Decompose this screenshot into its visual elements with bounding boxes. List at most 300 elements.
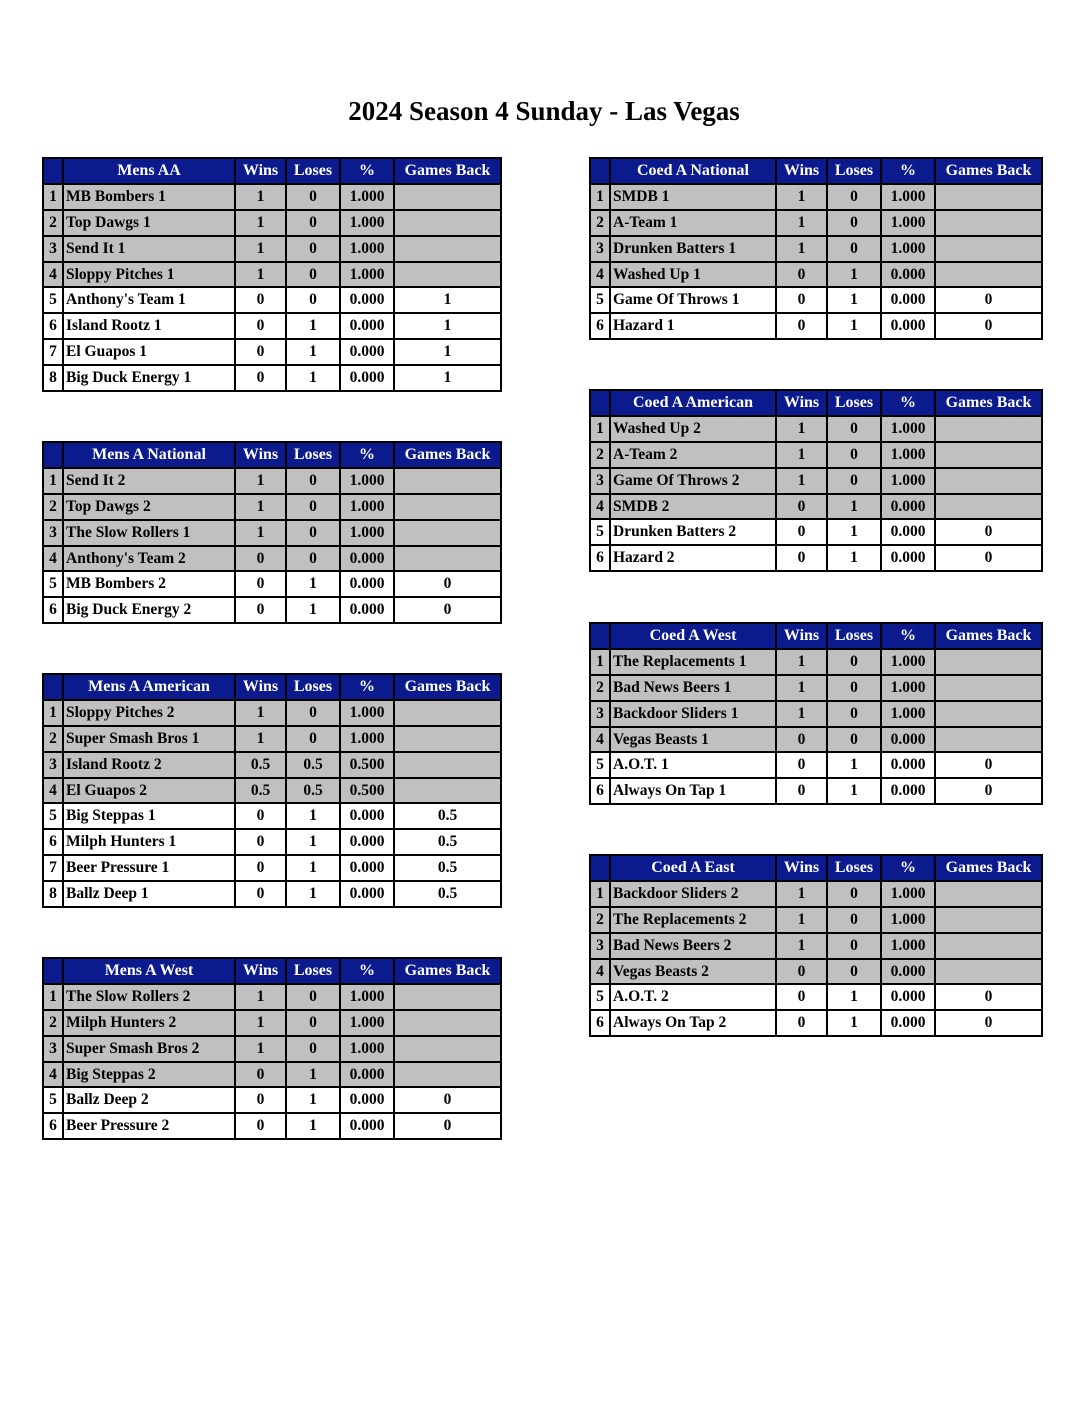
games-back-cell [935,236,1042,262]
pct-cell: 1.000 [340,468,394,494]
games-back-cell [394,184,501,210]
header-games-back: Games Back [394,674,501,700]
games-back-cell: 0 [935,545,1042,571]
header-games-back: Games Back [935,390,1042,416]
header-wins: Wins [776,158,827,184]
rank-cell: 4 [590,727,610,753]
header-wins: Wins [235,442,286,468]
standings-table-coed-a-national [589,157,1043,340]
pct-cell: 1.000 [340,700,394,726]
pct-cell: 1.000 [881,210,935,236]
rank-cell: 2 [43,726,63,752]
header-rank-cell [43,442,63,468]
table-row [43,184,501,210]
games-back-cell [935,881,1042,907]
wins-cell: 1 [235,984,286,1010]
standings-table-mens-aa [42,157,502,392]
rank-cell: 7 [43,339,63,365]
loses-cell: 0.5 [286,752,340,778]
loses-cell: 1 [827,262,881,288]
pct-cell: 0.000 [881,959,935,985]
header-wins: Wins [776,855,827,881]
table-header-row [590,158,1042,184]
table-row [590,442,1042,468]
wins-cell: 0 [235,1062,286,1088]
games-back-cell [394,494,501,520]
pct-cell: 0.000 [881,752,935,778]
games-back-cell: 1 [394,365,501,391]
header-games-back: Games Back [935,855,1042,881]
rank-cell: 2 [590,675,610,701]
games-back-cell [394,700,501,726]
rank-cell: 6 [590,545,610,571]
pct-cell: 1.000 [881,933,935,959]
loses-cell: 0.5 [286,778,340,804]
team-name-cell: Hazard 1 [610,313,776,339]
loses-cell: 1 [286,829,340,855]
header-loses: Loses [827,158,881,184]
loses-cell: 0 [827,236,881,262]
header-loses: Loses [286,674,340,700]
games-back-cell: 0 [935,1010,1042,1036]
team-name-cell: Hazard 2 [610,545,776,571]
rank-cell: 1 [43,700,63,726]
rank-cell: 5 [590,752,610,778]
table-header-row [43,442,501,468]
team-name-cell: Anthony's Team 2 [63,546,235,572]
games-back-cell [935,468,1042,494]
wins-cell: 0 [776,313,827,339]
header-loses: Loses [286,158,340,184]
team-name-cell: The Slow Rollers 1 [63,520,235,546]
division-name: Mens A American [63,674,235,700]
table-row [590,313,1042,339]
games-back-cell: 0.5 [394,855,501,881]
games-back-cell [394,546,501,572]
games-back-cell: 0 [935,984,1042,1010]
header-pct: % [340,158,394,184]
games-back-cell [394,984,501,1010]
header-wins: Wins [235,158,286,184]
pct-cell: 0.000 [340,546,394,572]
table-header-row [590,855,1042,881]
table-row [590,519,1042,545]
wins-cell: 1 [235,236,286,262]
table-row [590,236,1042,262]
games-back-cell [394,520,501,546]
table-row [43,1036,501,1062]
games-back-cell [935,701,1042,727]
loses-cell: 1 [286,339,340,365]
pct-cell: 0.000 [881,313,935,339]
table-row [43,829,501,855]
rank-cell: 1 [590,881,610,907]
table-row [590,984,1042,1010]
pct-cell: 1.000 [340,494,394,520]
rank-cell: 3 [43,236,63,262]
rank-cell: 2 [43,1010,63,1036]
loses-cell: 1 [827,545,881,571]
loses-cell: 0 [827,907,881,933]
games-back-cell [394,778,501,804]
table-row [43,1087,501,1113]
pct-cell: 0.000 [340,1087,394,1113]
loses-cell: 0 [827,675,881,701]
rank-cell: 2 [590,442,610,468]
header-rank-cell [590,855,610,881]
games-back-cell: 1 [394,339,501,365]
games-back-cell: 0.5 [394,803,501,829]
header-pct: % [881,623,935,649]
games-back-cell [935,649,1042,675]
table-header-row [43,158,501,184]
rank-cell: 4 [590,494,610,520]
loses-cell: 0 [286,494,340,520]
team-name-cell: The Slow Rollers 2 [63,984,235,1010]
team-name-cell: A.O.T. 1 [610,752,776,778]
wins-cell: 1 [776,649,827,675]
table-row [590,701,1042,727]
loses-cell: 1 [827,287,881,313]
team-name-cell: Backdoor Sliders 1 [610,701,776,727]
header-wins: Wins [776,623,827,649]
team-name-cell: Send It 1 [63,236,235,262]
pct-cell: 1.000 [340,1010,394,1036]
wins-cell: 0 [776,752,827,778]
games-back-cell: 0 [935,752,1042,778]
wins-cell: 0.5 [235,752,286,778]
loses-cell: 1 [827,519,881,545]
rank-cell: 6 [590,313,610,339]
loses-cell: 1 [827,1010,881,1036]
games-back-cell [394,726,501,752]
division-name: Coed A West [610,623,776,649]
team-name-cell: Anthony's Team 1 [63,287,235,313]
loses-cell: 1 [286,313,340,339]
rank-cell: 5 [43,1087,63,1113]
team-name-cell: Send It 2 [63,468,235,494]
table-row [43,984,501,1010]
rank-cell: 5 [590,287,610,313]
pct-cell: 0.500 [340,752,394,778]
rank-cell: 3 [43,1036,63,1062]
games-back-cell: 0 [394,597,501,623]
team-name-cell: A.O.T. 2 [610,984,776,1010]
rank-cell: 3 [590,933,610,959]
wins-cell: 1 [235,494,286,520]
pct-cell: 0.000 [340,339,394,365]
wins-cell: 1 [235,210,286,236]
standings-table-coed-a-east [589,854,1043,1037]
team-name-cell: Island Rootz 2 [63,752,235,778]
team-name-cell: Beer Pressure 2 [63,1113,235,1139]
team-name-cell: Super Smash Bros 1 [63,726,235,752]
rank-cell: 3 [43,752,63,778]
loses-cell: 0 [286,1010,340,1036]
rank-cell: 5 [43,803,63,829]
games-back-cell [394,1010,501,1036]
team-name-cell: Always On Tap 1 [610,778,776,804]
pct-cell: 1.000 [881,907,935,933]
header-loses: Loses [286,958,340,984]
wins-cell: 1 [776,468,827,494]
team-name-cell: Vegas Beasts 2 [610,959,776,985]
pct-cell: 0.000 [340,829,394,855]
pct-cell: 0.000 [881,727,935,753]
pct-cell: 1.000 [881,442,935,468]
header-pct: % [881,158,935,184]
pct-cell: 0.000 [340,313,394,339]
rank-cell: 4 [43,262,63,288]
games-back-cell: 0 [935,778,1042,804]
wins-cell: 0 [235,1087,286,1113]
pct-cell: 0.000 [881,545,935,571]
rank-cell: 4 [43,546,63,572]
table-row [590,287,1042,313]
pct-cell: 0.000 [340,597,394,623]
loses-cell: 1 [286,1087,340,1113]
table-row [590,959,1042,985]
team-name-cell: Beer Pressure 1 [63,855,235,881]
rank-cell: 6 [43,313,63,339]
pct-cell: 0.500 [340,778,394,804]
games-back-cell [935,210,1042,236]
games-back-cell [935,675,1042,701]
loses-cell: 1 [286,571,340,597]
rank-cell: 6 [590,1010,610,1036]
rank-cell: 2 [590,210,610,236]
division-name: Coed A East [610,855,776,881]
table-row [43,313,501,339]
table-row [43,803,501,829]
games-back-cell [935,262,1042,288]
loses-cell: 1 [827,778,881,804]
table-header-row [43,958,501,984]
games-back-cell: 0 [394,1113,501,1139]
loses-cell: 0 [827,184,881,210]
header-rank-cell [590,623,610,649]
pct-cell: 1.000 [340,1036,394,1062]
table-row [43,520,501,546]
pct-cell: 0.000 [881,494,935,520]
header-rank-cell [43,958,63,984]
loses-cell: 1 [286,1062,340,1088]
pct-cell: 1.000 [340,262,394,288]
team-name-cell: Ballz Deep 1 [63,881,235,907]
pct-cell: 0.000 [340,803,394,829]
wins-cell: 0 [235,597,286,623]
rank-cell: 3 [590,468,610,494]
team-name-cell: Washed Up 2 [610,416,776,442]
wins-cell: 1 [235,520,286,546]
wins-cell: 0 [776,519,827,545]
wins-cell: 0 [235,546,286,572]
rank-cell: 1 [590,649,610,675]
division-name: Coed A National [610,158,776,184]
loses-cell: 0 [286,287,340,313]
header-rank-cell [590,390,610,416]
games-back-cell: 0 [935,519,1042,545]
table-row [43,546,501,572]
wins-cell: 0 [235,829,286,855]
loses-cell: 0 [827,442,881,468]
rank-cell: 1 [43,468,63,494]
table-row [590,545,1042,571]
team-name-cell: SMDB 2 [610,494,776,520]
header-wins: Wins [235,674,286,700]
loses-cell: 0 [286,700,340,726]
table-row [43,597,501,623]
header-wins: Wins [776,390,827,416]
wins-cell: 0 [235,365,286,391]
header-loses: Loses [827,390,881,416]
table-header-row [590,623,1042,649]
header-games-back: Games Back [394,158,501,184]
games-back-cell [394,468,501,494]
games-back-cell: 0 [394,571,501,597]
wins-cell: 1 [235,262,286,288]
team-name-cell: Top Dawgs 1 [63,210,235,236]
header-pct: % [881,390,935,416]
games-back-cell [935,494,1042,520]
table-row [43,339,501,365]
wins-cell: 0.5 [235,778,286,804]
table-row [43,778,501,804]
pct-cell: 1.000 [340,210,394,236]
loses-cell: 0 [827,649,881,675]
pct-cell: 1.000 [881,184,935,210]
loses-cell: 1 [827,494,881,520]
games-back-cell [394,210,501,236]
loses-cell: 1 [827,984,881,1010]
header-pct: % [340,674,394,700]
wins-cell: 0 [235,881,286,907]
team-name-cell: Always On Tap 2 [610,1010,776,1036]
games-back-cell: 0 [394,1087,501,1113]
team-name-cell: SMDB 1 [610,184,776,210]
pct-cell: 0.000 [881,287,935,313]
games-back-cell: 0.5 [394,829,501,855]
games-back-cell [935,933,1042,959]
rank-cell: 1 [590,184,610,210]
loses-cell: 0 [827,959,881,985]
loses-cell: 1 [827,313,881,339]
wins-cell: 0 [776,545,827,571]
standings-table-mens-a-national [42,441,502,624]
loses-cell: 0 [286,726,340,752]
games-back-cell [394,262,501,288]
wins-cell: 1 [776,675,827,701]
games-back-cell [935,959,1042,985]
rank-cell: 5 [590,984,610,1010]
table-row [43,752,501,778]
table-row [43,1062,501,1088]
wins-cell: 0 [776,1010,827,1036]
loses-cell: 0 [286,984,340,1010]
wins-cell: 1 [235,184,286,210]
team-name-cell: Sloppy Pitches 2 [63,700,235,726]
pct-cell: 0.000 [881,262,935,288]
table-row [43,468,501,494]
table-row [43,571,501,597]
loses-cell: 0 [286,546,340,572]
team-name-cell: A-Team 2 [610,442,776,468]
wins-cell: 0 [235,803,286,829]
pct-cell: 1.000 [881,881,935,907]
table-row [590,416,1042,442]
table-row [43,287,501,313]
games-back-cell [394,752,501,778]
header-rank-cell [43,158,63,184]
division-name: Mens AA [63,158,235,184]
wins-cell: 1 [235,1010,286,1036]
wins-cell: 0 [235,571,286,597]
wins-cell: 0 [776,727,827,753]
header-loses: Loses [286,442,340,468]
games-back-cell: 0 [935,313,1042,339]
rank-cell: 6 [43,1113,63,1139]
wins-cell: 0 [776,984,827,1010]
division-name: Mens A West [63,958,235,984]
division-name: Mens A National [63,442,235,468]
team-name-cell: Super Smash Bros 2 [63,1036,235,1062]
pct-cell: 0.000 [340,1062,394,1088]
wins-cell: 1 [235,726,286,752]
loses-cell: 0 [286,184,340,210]
team-name-cell: Bad News Beers 2 [610,933,776,959]
rank-cell: 6 [43,597,63,623]
standings-table-coed-a-west [589,622,1043,805]
games-back-cell: 1 [394,287,501,313]
team-name-cell: El Guapos 1 [63,339,235,365]
loses-cell: 0 [286,236,340,262]
games-back-cell [935,442,1042,468]
team-name-cell: The Replacements 1 [610,649,776,675]
table-row [590,262,1042,288]
header-loses: Loses [827,855,881,881]
team-name-cell: MB Bombers 1 [63,184,235,210]
games-back-cell: 0.5 [394,881,501,907]
wins-cell: 1 [776,184,827,210]
rank-cell: 4 [590,262,610,288]
table-row [590,494,1042,520]
wins-cell: 1 [776,701,827,727]
wins-cell: 0 [776,287,827,313]
team-name-cell: Big Steppas 1 [63,803,235,829]
loses-cell: 0 [286,520,340,546]
games-back-cell [935,416,1042,442]
rank-cell: 3 [590,701,610,727]
team-name-cell: Big Duck Energy 1 [63,365,235,391]
wins-cell: 0 [235,1113,286,1139]
wins-cell: 1 [776,881,827,907]
table-row [43,1010,501,1036]
header-games-back: Games Back [394,442,501,468]
wins-cell: 0 [235,313,286,339]
loses-cell: 0 [827,881,881,907]
header-games-back: Games Back [394,958,501,984]
table-row [590,752,1042,778]
loses-cell: 0 [286,1036,340,1062]
games-back-cell [935,184,1042,210]
team-name-cell: Drunken Batters 1 [610,236,776,262]
pct-cell: 1.000 [881,416,935,442]
header-rank-cell [590,158,610,184]
team-name-cell: The Replacements 2 [610,907,776,933]
rank-cell: 5 [43,571,63,597]
rank-cell: 7 [43,855,63,881]
wins-cell: 1 [235,700,286,726]
